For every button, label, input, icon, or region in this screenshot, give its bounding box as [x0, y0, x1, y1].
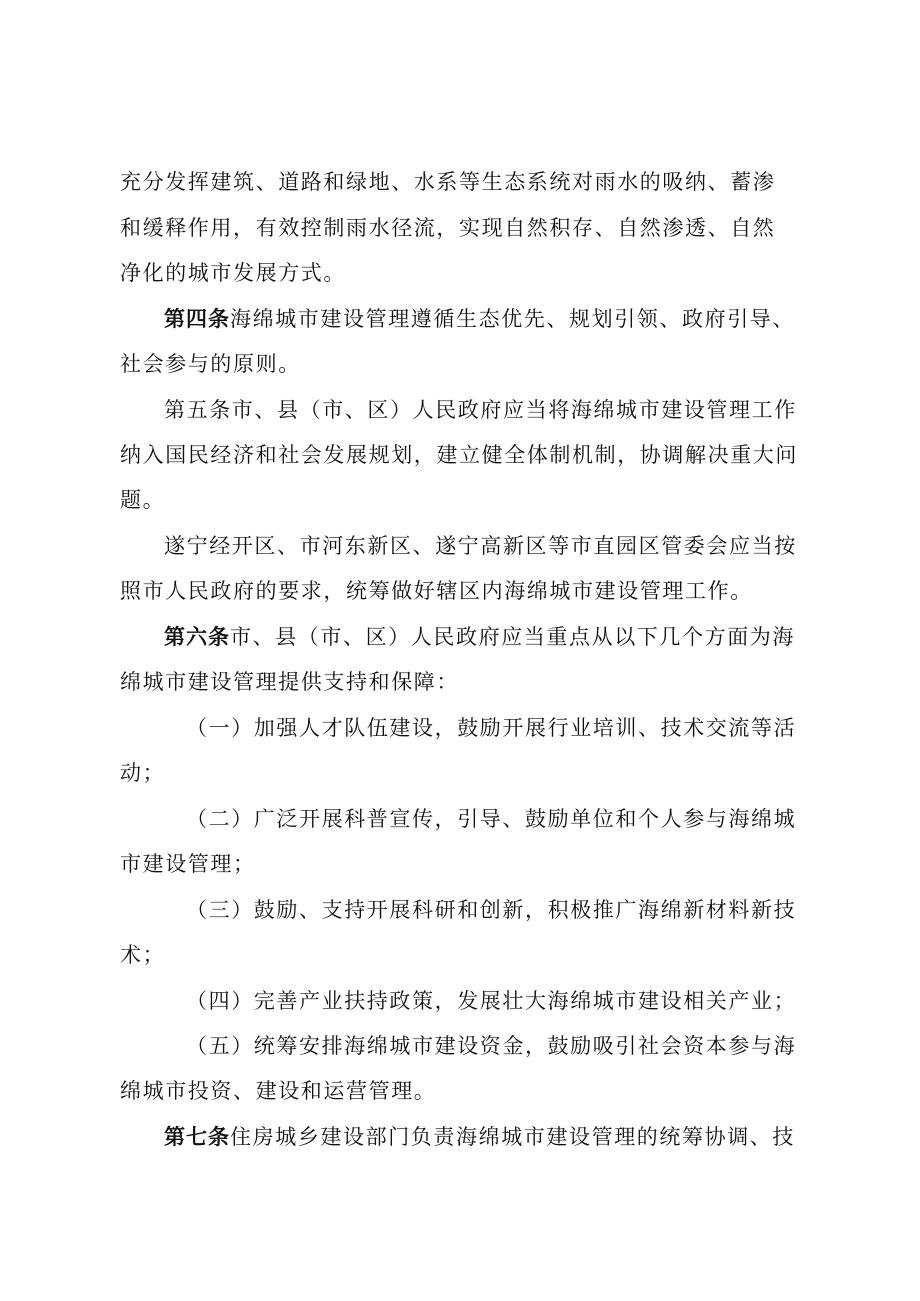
- text-line: 术；: [120, 943, 166, 967]
- article-6-line: 第六条市、县（市、区）人民政府应当重点从以下几个方面为海: [164, 625, 795, 649]
- list-item: （一）加强人才队伍建设，鼓励开展行业培训、技术交流等活: [186, 716, 797, 740]
- list-item: （二）广泛开展科普宣传，引导、鼓励单位和个人参与海绵城: [186, 807, 797, 831]
- text-line: 充分发挥建筑、道路和绿地、水系等生态系统对雨水的吸纳、蓄渗: [120, 170, 776, 194]
- list-item: （五）统筹安排海绵城市建设资金，鼓励吸引社会资本参与海: [186, 1034, 797, 1058]
- text-line: 净化的城市发展方式。: [120, 261, 346, 285]
- article-heading: 第七条: [164, 1125, 230, 1149]
- article-4-line: 第四条海绵城市建设管理遵循生态优先、规划引领、政府引导、: [164, 307, 795, 331]
- text-line: 遂宁经开区、市河东新区、遂宁高新区等市直园区管委会应当按: [164, 534, 797, 558]
- text-line: 纳入国民经济和社会发展规划，建立健全体制机制，协调解决重大问: [120, 443, 798, 467]
- list-item: （三）鼓励、支持开展科研和创新，积极推广海绵新材料新技: [186, 898, 797, 922]
- text-line: 题。: [120, 488, 166, 512]
- list-item: （四）完善产业扶持政策，发展壮大海绵城市建设相关产业；: [186, 989, 797, 1013]
- text-line: 和缓释作用，有效控制雨水径流，实现自然积存、自然渗透、自然: [120, 216, 776, 240]
- text-line: 动；: [120, 761, 166, 785]
- article-heading: 第六条: [164, 625, 230, 649]
- article-heading: 第四条: [164, 307, 230, 331]
- article-7-line: 第七条住房城乡建设部门负责海绵城市建设管理的统筹协调、技: [164, 1125, 795, 1149]
- text-line: 社会参与的原则。: [120, 352, 301, 376]
- text-line: 绵城市建设管理提供支持和保障：: [120, 670, 459, 694]
- text-line: 市建设管理；: [120, 852, 256, 876]
- text-line: 照市人民政府的要求，统筹做好辖区内海绵城市建设管理工作。: [120, 579, 753, 603]
- article-5-line: 第五条市、县（市、区）人民政府应当将海绵城市建设管理工作: [164, 398, 797, 422]
- text-line: 绵城市投资、建设和运营管理。: [120, 1079, 437, 1103]
